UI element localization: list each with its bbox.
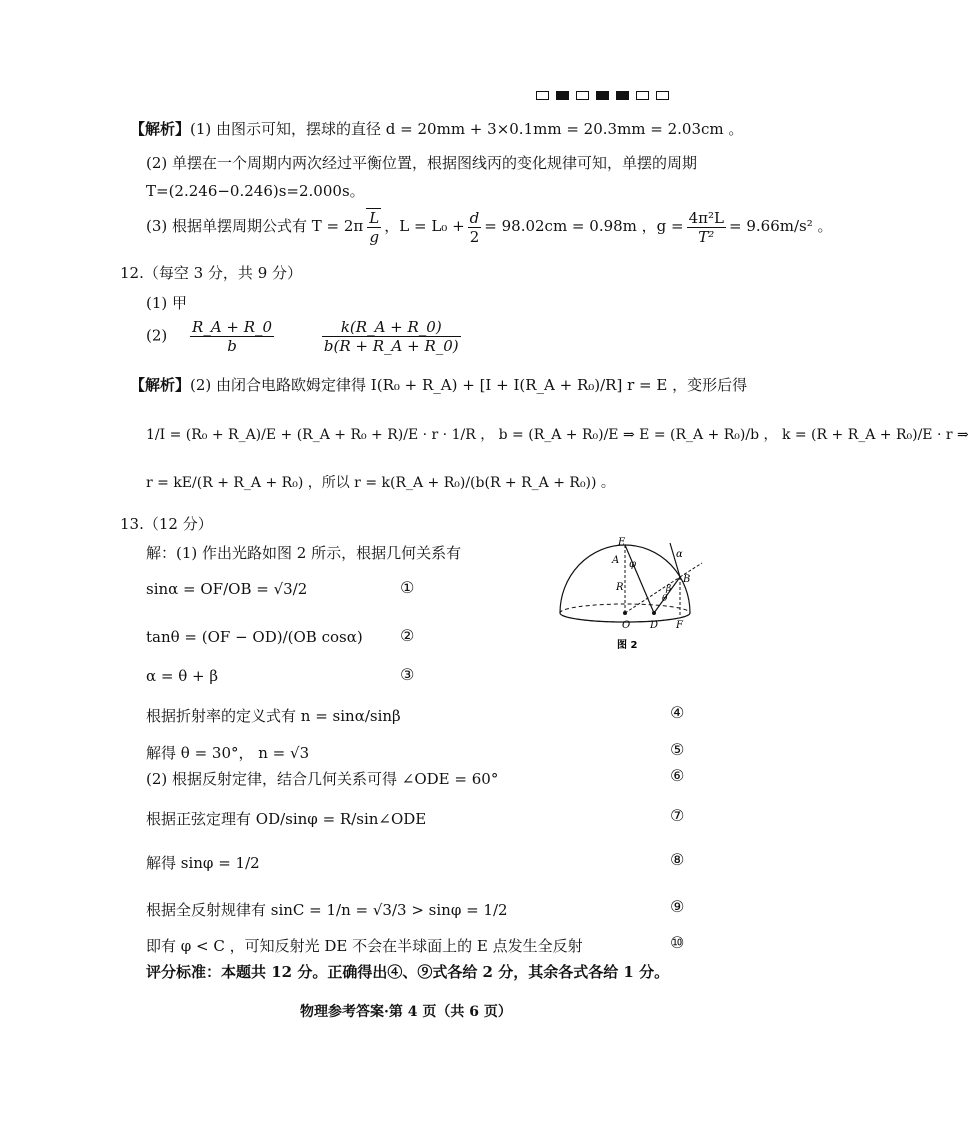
radius-OB: [625, 577, 680, 613]
figure-caption: 图 2: [617, 640, 638, 651]
eq-marker-5: ⑤: [670, 740, 685, 759]
label-alpha: α: [676, 549, 683, 560]
eq-10: 即有 φ < C ，可知反射光 DE 不会在半球面上的 E 点发生全反射: [146, 937, 583, 955]
q11-p2a: (2) 单摆在一个周期内两次经过平衡位置，根据图线丙的变化规律可知，单摆的周期: [146, 154, 698, 172]
q12-analysis-2: 1/I = (R₀ + R_A)/E + (R_A + R₀ + R)/E · r · 1/R ， b = (R_A + R₀)/E ⇒ E = (R_A + R₀)/b ， k = (R + R_A + R₀)/E · r ⇒: [146, 427, 969, 443]
eq-7: 根据正弦定理有 OD/sinφ = R/sin∠ODE: [146, 810, 427, 828]
q12-answer-1: (1) 甲: [146, 294, 188, 312]
frac-d-2: $\frac{d}{2}$: [469, 208, 480, 246]
analysis-label: 【解析】: [130, 376, 191, 394]
label-beta: β: [666, 584, 672, 594]
header-mark: [636, 91, 649, 100]
point-O: [623, 611, 627, 615]
q11-p2b: T=(2.246−0.246)s=2.000s。: [146, 182, 365, 200]
label-O: O: [622, 620, 631, 631]
eq-marker-2: ②: [400, 626, 415, 645]
label-F: F: [676, 620, 683, 631]
q12-analysis-1: [130, 374, 747, 395]
q12-analysis-3: r = kE/(R + R_A + R₀) ，所以 r = k(R_A + R₀)/(b(R + R_A + R₀)) 。: [146, 475, 615, 491]
header-mark: [656, 91, 669, 100]
frac-g: $\frac{\text{4π²L}}{\text{T²}}$: [688, 208, 724, 246]
eq-marker-1: ①: [400, 578, 415, 597]
q12-heading: 12.（每空 3 分，共 9 分）: [120, 264, 303, 282]
sqrt-L-over-g: $\frac{L}{g}$: [366, 208, 381, 246]
q12-frac-1: $\frac{R\_A + R\_0}{b}$: [192, 318, 273, 355]
eq-6: (2) 根据反射定律，结合几何关系可得 ∠ODE = 60°: [146, 770, 499, 788]
header-marks: [536, 86, 676, 104]
label-D: D: [650, 620, 659, 631]
eq-3: α = θ + β: [146, 667, 219, 685]
eq-5: 解得 θ = 30°， n = √3: [146, 744, 310, 762]
point-D: [652, 611, 656, 615]
eq-marker-10: ⑩: [670, 933, 685, 952]
label-E: E: [618, 537, 626, 548]
header-mark: [616, 91, 629, 100]
eq-marker-8: ⑧: [670, 850, 685, 869]
label-phi: φ: [629, 559, 637, 570]
grading-criteria: 评分标准：本题共 12 分。正确得出④、⑨式各给 2 分，其余各式各给 1 分。: [146, 963, 670, 981]
label-A: A: [612, 555, 620, 566]
eq-1: sinα = OF/OB = √3/2: [146, 580, 308, 598]
label-B: B: [683, 574, 691, 585]
figure-2-hemisphere: [552, 535, 712, 655]
eq-marker-9: ⑨: [670, 897, 685, 916]
q11-p3c: = 98.02cm = 0.98m ，g =: [484, 217, 684, 235]
q11-p3a: (3) 根据单摆周期公式有 T = 2π: [146, 217, 364, 235]
analysis-label: 【解析】: [130, 120, 191, 138]
q12-frac-2: $\frac{k(R\_A + R\_0)}{b(R + R\_A + R\_0)}$: [323, 318, 459, 355]
eq-marker-7: ⑦: [670, 806, 685, 825]
eq-2: tanθ = (OF − OD)/(OB cosα): [146, 628, 363, 646]
q12-answer-2: [146, 318, 464, 355]
eq-marker-3: ③: [400, 665, 415, 684]
eq-9: 根据全反射规律有 sinC = 1/n = √3/3 > sinφ = 1/2: [146, 901, 508, 919]
label-theta: θ: [662, 594, 668, 604]
ray-ED: [625, 545, 654, 613]
q11-analysis-p1: [130, 118, 743, 139]
q12-analysis-text: (2) 由闭合电路欧姆定律得 I(R₀ + R_A) + [I + I(R_A + R₀)/R] r = E ，变形后得: [190, 376, 748, 394]
header-mark: [596, 91, 609, 100]
eq-marker-6: ⑥: [670, 766, 685, 785]
header-mark: [576, 91, 589, 100]
q13-heading: 13.（12 分）: [120, 515, 213, 533]
q13-intro: 解：(1) 作出光路如图 2 所示，根据几何关系有: [146, 544, 462, 562]
header-mark: [536, 91, 549, 100]
eq-4: 根据折射率的定义式有 n = sinα/sinβ: [146, 707, 401, 725]
q11-text-1: (1) 由图示可知，摆球的直径 d = 20mm + 3×0.1mm = 20.3mm = 2.03cm 。: [190, 120, 744, 138]
q12-a2-label: (2): [146, 326, 168, 345]
eq-8: 解得 sinφ = 1/2: [146, 854, 260, 872]
label-R: R: [616, 582, 624, 593]
header-mark: [556, 91, 569, 100]
q11-p3: [146, 208, 833, 246]
q11-p3d: = 9.66m/s² 。: [729, 217, 833, 235]
eq-marker-4: ④: [670, 703, 685, 722]
q11-p3b: ，L = L₀ +: [384, 217, 465, 235]
page-footer: 物理参考答案·第 4 页（共 6 页）: [300, 1004, 512, 1020]
